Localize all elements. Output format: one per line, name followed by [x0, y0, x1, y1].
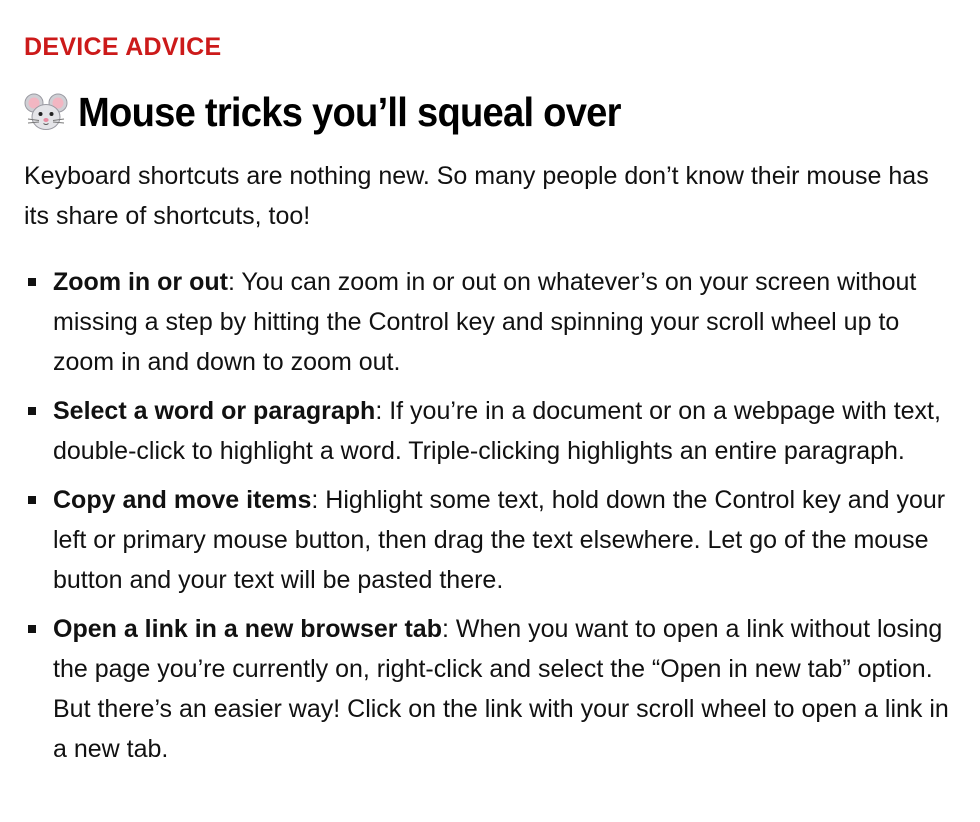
tip-description: : You can zoom in or out on whatever’s on your screen without missing a step by hitting the Control key and spinning your scroll wheel up to zoom in and down to zoom out.	[53, 268, 917, 376]
mouse-face-icon	[24, 90, 68, 134]
page-title: Mouse tricks you’ll squeal over	[78, 89, 621, 135]
list-item-zoom	[24, 262, 953, 382]
section-kicker: DEVICE ADVICE	[24, 33, 222, 61]
intro-paragraph: Keyboard shortcuts are nothing new. So many people don’t know their mouse has its share of shortcuts, too!	[24, 162, 929, 230]
square-bullet-icon	[28, 278, 36, 286]
square-bullet-icon	[28, 625, 36, 633]
square-bullet-icon	[28, 407, 36, 415]
headline	[24, 82, 956, 142]
tip-description: : Highlight some text, hold down the Control key and your left or primary mouse button, then drag the text elsewhere. Let go of the mouse button and your text will be pasted there.	[53, 486, 946, 594]
tip-term: Select a word or paragraph	[53, 397, 376, 425]
tip-description: : When you want to open a link without losing the page you’re currently on, right-click and select the “Open in new tab” option. But there’s an easier way! Click on the link with your scroll wheel to open a link in a new tab.	[53, 615, 949, 763]
tip-term: Zoom in or out	[53, 268, 228, 296]
list-item-copy-move	[24, 480, 953, 600]
square-bullet-icon	[28, 496, 36, 504]
list-item-new-tab	[24, 609, 953, 769]
list-item-select	[24, 391, 953, 471]
tip-description: : If you’re in a document or on a webpage with text, double-click to highlight a word. Triple-clicking highlights an entire paragraph.	[53, 397, 941, 465]
tip-term: Copy and move items	[53, 486, 312, 514]
tips-list	[24, 262, 956, 769]
tip-term: Open a link in a new browser tab	[53, 615, 442, 643]
